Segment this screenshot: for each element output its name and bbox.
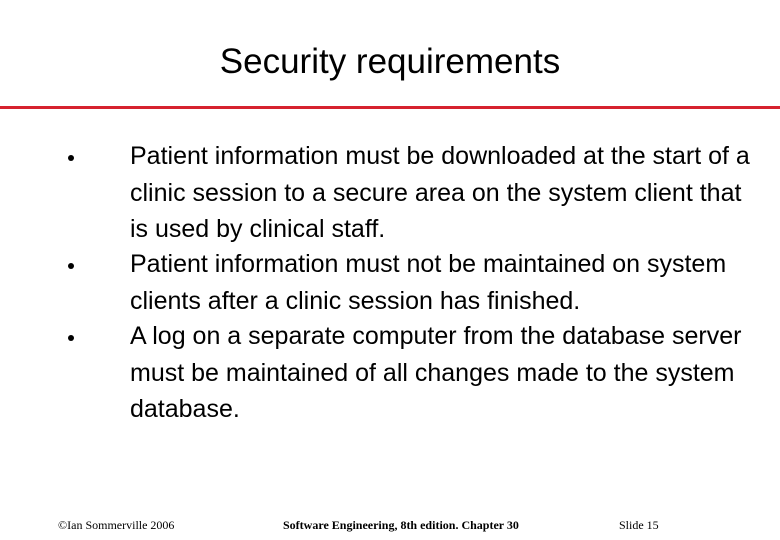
footer-copyright: ©Ian Sommerville 2006 [58, 518, 175, 532]
bullet-text: Patient information must be downloaded at the start of a clinic session to a secure area on the system client that is used by clinical staff. [130, 142, 750, 243]
title-divider [0, 106, 780, 109]
bullet-text: A log on a separate computer from the database server must be maintained of all changes made to the system database. [130, 322, 742, 423]
footer-book-title: Software Engineering, 8th edition. Chapter 30 [283, 518, 519, 532]
footer-slide-number: Slide 15 [619, 518, 659, 532]
bullet-dot-icon [68, 263, 74, 269]
bullet-text: Patient information must not be maintained on system clients after a clinic session has finished. [130, 250, 727, 315]
slide-title: Security requirements [219, 42, 561, 81]
bullet-dot-icon [68, 335, 74, 341]
bullet-dot-icon [68, 155, 74, 161]
